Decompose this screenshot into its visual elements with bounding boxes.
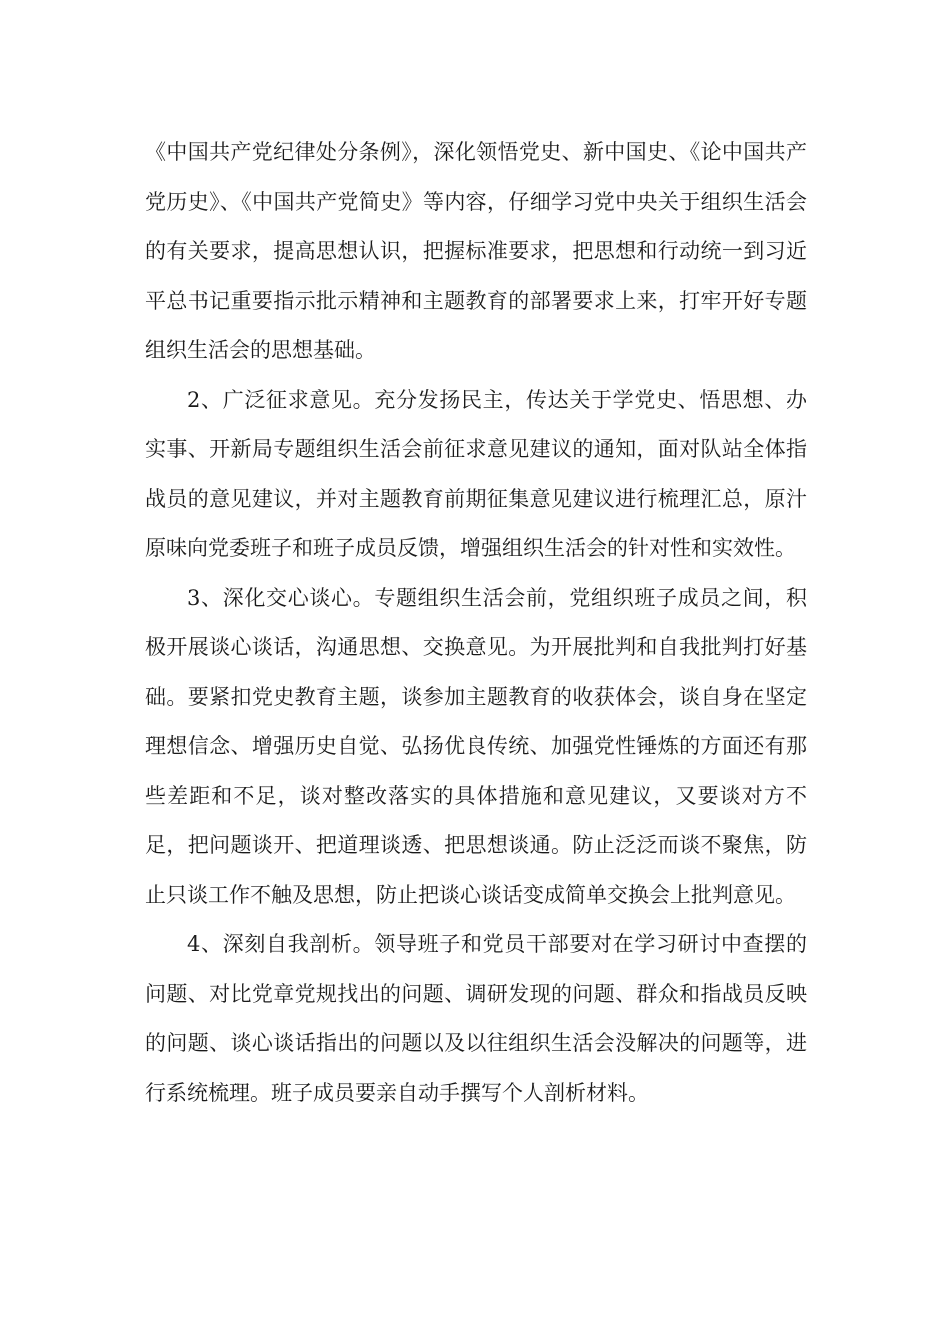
document-body xyxy=(145,128,807,1118)
paragraph-continued: 《中国共产党纪律处分条例》，深化领悟党史、新中国史、《论中国共产党历史》、《中国共产党简史》等内容，仔细学习党中央关于组织生活会的有关要求，提高思想认识，把握标准要求，把思想和行动统一到习近平总书记重要指示批示精神和主题教育的部署要求上来，打牢开好专题组织生活会的思想基础。 xyxy=(145,140,807,362)
paragraph-heart-to-heart-talks: 3、深化交心谈心。专题组织生活会前，党组织班子成员之间，积极开展谈心谈话，沟通思想、交换意见。为开展批判和自我批判打好基础。要紧扣党史教育主题，谈参加主题教育的收获体会，谈自身在坚定理想信念、增强历史自觉、弘扬优良传统、加强党性锤炼的方面还有那些差距和不足，谈对整改落实的具体措施和意见建议，又要谈对方不足，把问题谈开、把道理谈透、把思想谈通。防止泛泛而谈不聚焦，防止只谈工作不触及思想，防止把谈心谈话变成简单交换会上批判意见。 xyxy=(145,585,807,907)
paragraph-solicit-opinions: 2、广泛征求意见。充分发扬民主，传达关于学党史、悟思想、办实事、开新局专题组织生活会前征求意见建议的通知，面对队站全体指战员的意见建议，并对主题教育前期征集意见建议进行梳理汇总，原汁原味向党委班子和班子成员反馈，增强组织生活会的针对性和实效性。 xyxy=(145,387,807,560)
paragraph-self-analysis: 4、深刻自我剖析。领导班子和党员干部要对在学习研讨中查摆的问题、对比党章党规找出的问题、调研发现的问题、群众和指战员反映的问题、谈心谈话指出的问题以及以往组织生活会没解决的问题等，进行系统梳理。班子成员要亲自动手撰写个人剖析材料。 xyxy=(145,932,807,1105)
